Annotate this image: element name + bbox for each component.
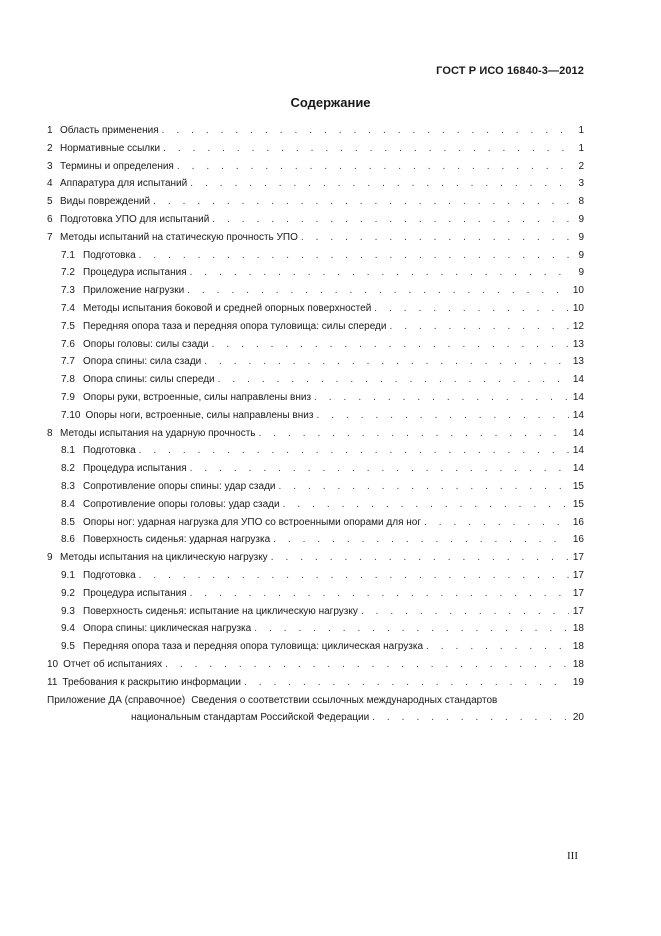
toc-entry-label: Сопротивление опоры спины: удар сзади	[83, 480, 276, 492]
toc-entry-number: 7.7	[61, 356, 75, 368]
toc-entry-number: 7	[47, 231, 53, 243]
toc-leader-dots	[279, 478, 569, 496]
toc-leader-dots	[162, 122, 570, 140]
toc-leader-dots	[187, 282, 569, 300]
toc-entry-page: 17	[572, 587, 584, 599]
toc-leader-dots	[139, 442, 569, 460]
toc-appendix-entry[interactable]	[47, 692, 584, 728]
toc-entry-page: 18	[572, 658, 584, 670]
toc-entry[interactable]	[47, 567, 584, 585]
toc-entry-label: Отчет об испытаниях	[63, 658, 163, 670]
toc-entry-number: 8.5	[61, 516, 75, 528]
toc-entry-label: Процедура испытания	[83, 587, 187, 599]
toc-entry[interactable]	[47, 247, 584, 265]
toc-entry-label: Методы испытания боковой и средней опорных поверхностей	[83, 302, 372, 314]
toc-entry-page: 10	[572, 302, 584, 314]
toc-entry-page: 16	[572, 516, 584, 528]
toc-leader-dots	[389, 318, 568, 336]
toc-entry[interactable]	[47, 407, 584, 425]
toc-entry-page: 17	[572, 552, 584, 564]
toc-entry-number: 7.8	[61, 374, 75, 386]
toc-entry-label: Нормативные ссылки	[60, 142, 161, 154]
toc-entry-number: 11	[47, 676, 58, 688]
toc-entry-page: 14	[572, 427, 584, 439]
toc-entry-number: 9.2	[61, 587, 75, 599]
toc-leader-dots	[139, 247, 570, 265]
toc-entry-number: 8.3	[61, 480, 75, 492]
toc-entry[interactable]	[47, 211, 584, 229]
toc-entry-label: Подготовка	[83, 569, 136, 581]
toc-entry-number: 9.1	[61, 569, 75, 581]
toc-entry-page: 2	[578, 160, 584, 172]
toc-leader-dots	[254, 620, 569, 638]
toc-leader-dots	[190, 460, 569, 478]
toc-entry[interactable]	[47, 140, 584, 158]
toc-entry-number: 8	[47, 427, 53, 439]
toc-entry-label: Подготовка УПО для испытаний	[60, 213, 210, 225]
toc-entry-number: 6	[47, 213, 53, 225]
toc-entry-label: Подготовка	[83, 445, 136, 457]
toc-entry-number: 2	[47, 142, 53, 154]
toc-entry[interactable]	[47, 158, 584, 176]
toc-entry-number: 7.1	[61, 249, 75, 261]
toc-entry-page: 14	[572, 445, 584, 457]
toc-entry-page: 19	[572, 676, 584, 688]
toc-entry-number: 8.4	[61, 498, 75, 510]
toc-entry-number: 5	[47, 196, 53, 208]
toc-entry-number: 7.10	[61, 409, 81, 421]
toc-entry-page: 15	[572, 498, 584, 510]
toc-leader-dots	[283, 496, 569, 514]
toc-entry-number: 8.1	[61, 445, 75, 457]
page-title: Содержание	[290, 95, 371, 110]
toc-entry-label: Поверхность сиденья: ударная нагрузка	[83, 534, 271, 546]
toc-entry-label: Требования к раскрытию информации	[62, 676, 241, 688]
toc-entry-label: Опора спины: сила сзади	[83, 356, 202, 368]
toc-leader-dots	[372, 709, 569, 727]
toc-entry-label: Опоры руки, встроенные, силы направлены вниз	[83, 391, 312, 403]
toc-leader-dots	[204, 353, 569, 371]
toc-entry-label: Опоры головы: силы сзади	[83, 338, 209, 350]
toc-leader-dots	[424, 514, 569, 532]
toc-entry-label: Сопротивление опоры головы: удар сзади	[83, 498, 280, 510]
toc-entry-number: 3	[47, 160, 53, 172]
toc-entry[interactable]	[47, 122, 584, 140]
toc-entry-number: 7.4	[61, 302, 75, 314]
toc-entry-label: Опора спины: силы спереди	[83, 374, 215, 386]
toc-leader-dots	[426, 638, 569, 656]
toc-entry-label: Опора спины: циклическая нагрузка	[83, 623, 252, 635]
toc-entry-label: Область применения	[60, 125, 159, 136]
toc-entry-page: 13	[572, 356, 584, 368]
toc-entry[interactable]	[47, 460, 584, 478]
toc-entry-label: Приложение нагрузки	[83, 285, 185, 297]
toc-entry-label: Виды повреждений	[60, 196, 151, 208]
toc-entry[interactable]	[47, 193, 584, 211]
toc-entry-label: Опоры ноги, встроенные, силы направлены вниз	[85, 409, 314, 421]
toc-leader-dots	[163, 140, 570, 158]
standard-designation: ГОСТ Р ИСО 16840-3—2012	[436, 65, 584, 77]
toc-entry-label: Поверхность сиденья: испытание на циклическую нагрузку	[83, 605, 358, 617]
table-of-contents	[47, 122, 584, 727]
toc-entry-number: 8.2	[61, 463, 75, 475]
toc-entry-page: 13	[572, 338, 584, 350]
toc-leader-dots	[190, 585, 569, 603]
toc-entry-page: 8	[578, 196, 584, 208]
toc-entry[interactable]	[47, 656, 584, 674]
toc-entry[interactable]	[47, 638, 584, 656]
appendix-title-line1: Сведения о соответствии ссылочных международных стандартов	[191, 694, 498, 706]
toc-entry[interactable]	[47, 389, 584, 407]
toc-entry-label: Методы испытания на циклическую нагрузку	[60, 552, 268, 564]
toc-entry[interactable]	[47, 620, 584, 638]
toc-entry[interactable]	[47, 496, 584, 514]
toc-leader-dots	[301, 229, 570, 247]
toc-entry-page: 17	[572, 569, 584, 581]
toc-entry-page: 10	[572, 285, 584, 297]
toc-entry-page: 3	[578, 178, 584, 190]
toc-entry-number: 7.6	[61, 338, 75, 350]
toc-entry-label: Аппаратура для испытаний	[60, 178, 188, 190]
toc-entry-number: 7.2	[61, 267, 75, 279]
toc-entry-page: 14	[572, 409, 584, 421]
toc-leader-dots	[271, 549, 569, 567]
toc-entry[interactable]	[47, 229, 584, 247]
toc-entry-label: Термины и определения	[60, 160, 174, 172]
toc-entry-page: 14	[572, 463, 584, 475]
toc-entry-page: 18	[572, 641, 584, 653]
toc-entry-number: 7.9	[61, 391, 75, 403]
toc-entry-label: Процедура испытания	[83, 463, 187, 475]
toc-entry-label: Передняя опора таза и передняя опора туловища: циклическая нагрузка	[83, 641, 424, 653]
toc-entry[interactable]	[47, 318, 584, 336]
toc-leader-dots	[244, 674, 569, 692]
toc-entry-number: 4	[47, 178, 53, 190]
toc-entry[interactable]	[47, 514, 584, 532]
toc-entry-page: 1	[578, 142, 584, 154]
toc-entry[interactable]	[47, 175, 584, 193]
toc-entry[interactable]	[47, 531, 584, 549]
toc-entry[interactable]	[47, 300, 584, 318]
toc-entry-page: 16	[572, 534, 584, 546]
toc-leader-dots	[314, 389, 569, 407]
toc-entry-label: Методы испытаний на статическую прочность УПО	[60, 231, 298, 243]
toc-entry[interactable]	[47, 264, 584, 282]
appendix-title-line2: национальным стандартам Российской Федерации	[131, 712, 370, 724]
toc-entry[interactable]	[47, 674, 584, 692]
toc-leader-dots	[361, 603, 569, 621]
toc-entry[interactable]	[47, 549, 584, 567]
toc-entry-page: 9	[578, 231, 584, 243]
toc-leader-dots	[177, 158, 570, 176]
toc-entry-label: Методы испытания на ударную прочность	[60, 427, 256, 439]
toc-entry[interactable]	[47, 425, 584, 443]
toc-entry-number: 9	[47, 552, 53, 564]
toc-entry-page: 15	[572, 480, 584, 492]
toc-entry-page: 12	[572, 320, 584, 332]
toc-entry-number: 10	[47, 658, 59, 670]
toc-entry[interactable]	[47, 371, 584, 389]
toc-entry-page: 9	[578, 267, 584, 279]
toc-entry-label: Подготовка	[83, 249, 136, 261]
toc-entry-number: 9.5	[61, 641, 75, 653]
toc-leader-dots	[190, 264, 570, 282]
toc-entry-number: 9.3	[61, 605, 75, 617]
toc-leader-dots	[374, 300, 569, 318]
toc-entry[interactable]	[47, 353, 584, 371]
toc-entry-number: 1	[47, 125, 53, 136]
toc-entry-number: 7.5	[61, 320, 75, 332]
toc-leader-dots	[273, 531, 569, 549]
toc-leader-dots	[190, 175, 570, 193]
toc-leader-dots	[218, 371, 569, 389]
toc-entry-page: 18	[572, 623, 584, 635]
toc-entries	[47, 122, 584, 692]
toc-entry-number: 8.6	[61, 534, 75, 546]
toc-entry[interactable]	[47, 603, 584, 621]
toc-leader-dots	[165, 656, 569, 674]
toc-leader-dots	[139, 567, 569, 585]
toc-entry-page: 9	[578, 249, 584, 261]
toc-entry-label: Процедура испытания	[83, 267, 187, 279]
toc-entry-page: 14	[572, 391, 584, 403]
toc-entry[interactable]	[47, 478, 584, 496]
toc-entry[interactable]	[47, 442, 584, 460]
appendix-prefix: Приложение ДА (справочное)	[47, 694, 186, 706]
toc-entry[interactable]	[47, 336, 584, 354]
toc-leader-dots	[212, 211, 570, 229]
appendix-page: 20	[572, 712, 584, 724]
toc-entry[interactable]	[47, 585, 584, 603]
toc-entry-label: Передняя опора таза и передняя опора туловища: силы спереди	[83, 320, 387, 332]
toc-entry-number: 7.3	[61, 285, 75, 297]
toc-leader-dots	[259, 425, 569, 443]
toc-entry-page: 14	[572, 374, 584, 386]
toc-leader-dots	[316, 407, 568, 425]
toc-entry-page: 17	[572, 605, 584, 617]
toc-entry[interactable]	[47, 282, 584, 300]
toc-entry-page: 1	[578, 125, 584, 136]
toc-leader-dots	[153, 193, 570, 211]
toc-leader-dots	[212, 336, 569, 354]
toc-entry-page: 9	[578, 213, 584, 225]
toc-entry-number: 9.4	[61, 623, 75, 635]
toc-entry-label: Опоры ног: ударная нагрузка для УПО со встроенными опорами для ног	[83, 516, 422, 528]
page-number: III	[567, 850, 578, 862]
